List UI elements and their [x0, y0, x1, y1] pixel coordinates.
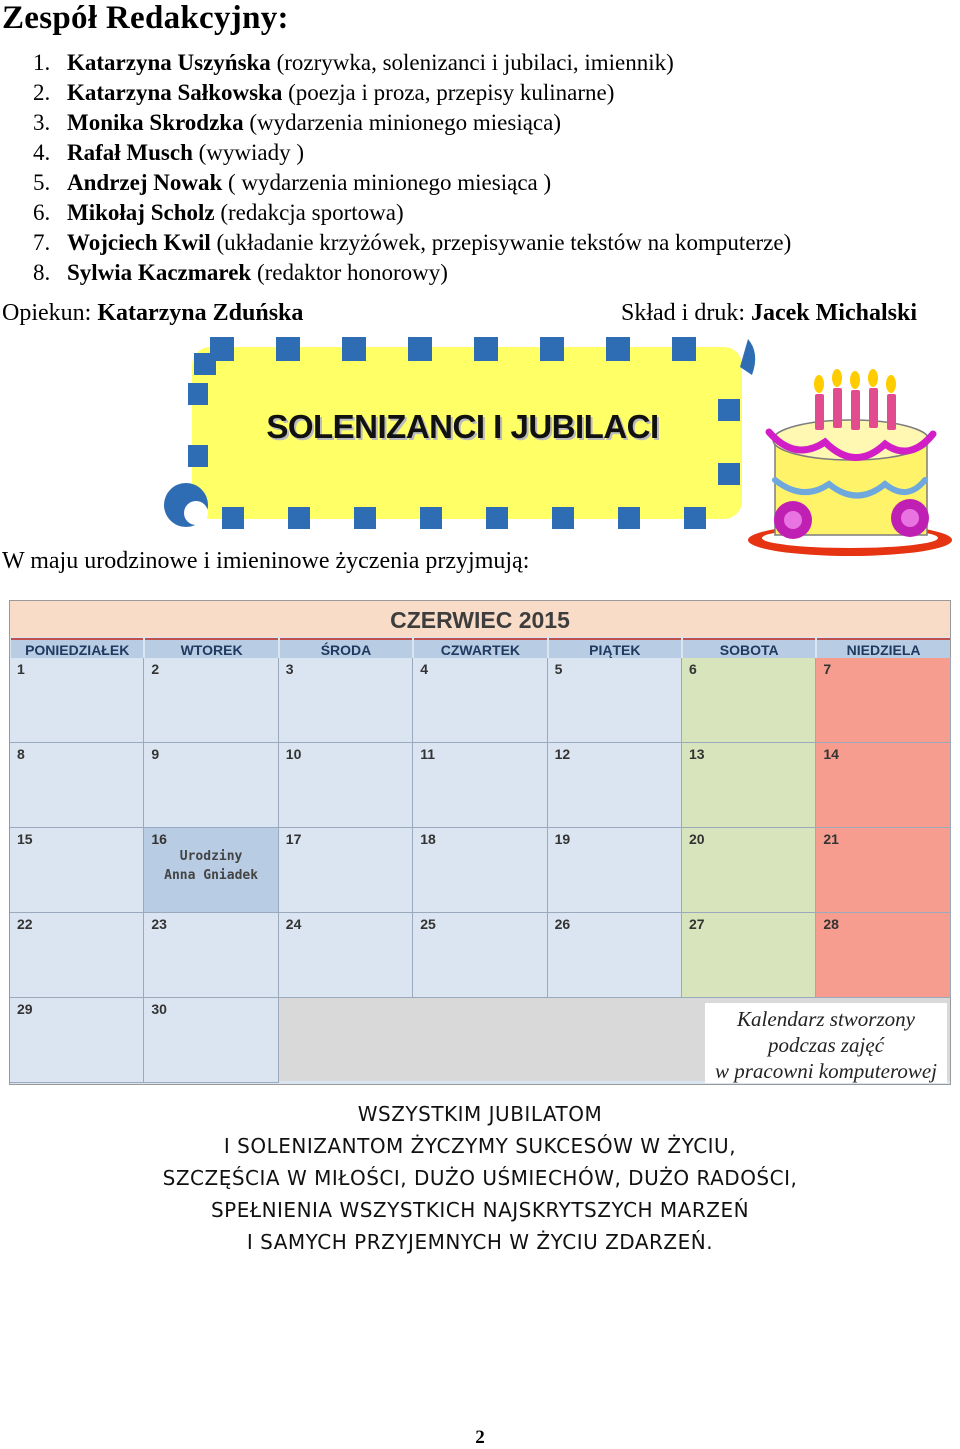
day-number: 5 — [554, 661, 563, 677]
calendar-day-cell — [816, 658, 950, 743]
member-role: (wydarzenia minionego miesiąca) — [249, 110, 562, 135]
day-number: 15 — [17, 831, 33, 847]
day-number: 4 — [420, 661, 428, 677]
day-number: 10 — [285, 746, 302, 762]
banner-dash — [552, 507, 574, 529]
day-number: 29 — [17, 1001, 33, 1017]
banner-dash — [194, 353, 216, 375]
banner-corner-hole — [184, 501, 208, 525]
day-number: 23 — [151, 916, 167, 932]
banner-title: SOLENIZANCI I JUBILACI — [266, 408, 659, 445]
day-number: 1 — [17, 661, 25, 677]
calendar-day-cell — [682, 743, 816, 828]
day-header: ŚRODA — [280, 638, 412, 658]
day-number: 27 — [689, 916, 705, 932]
day-number: 14 — [823, 746, 839, 762]
banner-dash — [486, 507, 508, 529]
banner-dash — [354, 507, 376, 529]
member-name: Sylwia Kaczmarek — [67, 260, 252, 285]
member-number: 3. — [33, 110, 51, 135]
print-name: Jacek Michalski — [751, 300, 917, 326]
banner-dash — [408, 337, 432, 361]
day-number: 17 — [285, 831, 302, 847]
calendar-day-cell — [413, 658, 547, 743]
banner-dash — [342, 337, 366, 361]
member-role: (redaktor honorowy) — [256, 260, 448, 285]
day-number: 18 — [420, 831, 436, 847]
member-role: (poezja i proza, przepisy kulinarne) — [288, 80, 615, 105]
banner-dash — [618, 507, 640, 529]
banner-dash — [474, 337, 498, 361]
calendar-day-cell — [10, 828, 144, 913]
member-name: Wojciech Kwil — [67, 230, 211, 255]
banner-dash — [222, 507, 244, 529]
calendar-day-cell — [279, 658, 413, 743]
calendar-day-cell — [816, 828, 950, 913]
calendar-note-line: w pracowni komputerowej — [714, 1059, 938, 1083]
member-role: (rozrywka, solenizanci i jubilaci, imiennik) — [276, 50, 674, 75]
calendar-day-cell — [144, 828, 278, 913]
team-member — [33, 168, 791, 198]
supervisor-label: Opiekun: — [2, 300, 92, 326]
calendar-day-cell — [144, 998, 278, 1083]
day-header: NIEDZIELA — [817, 638, 949, 658]
day-number: 25 — [420, 916, 436, 932]
calendar-day-cell — [144, 913, 278, 998]
calendar-day-cell — [279, 743, 413, 828]
calendar-event: Anna Gniadek — [164, 868, 259, 883]
day-number: 26 — [554, 916, 571, 932]
team-member — [33, 138, 791, 168]
banner-dash — [684, 507, 706, 529]
member-name: Mikołaj Scholz — [67, 200, 215, 225]
member-number: 4. — [33, 140, 51, 165]
day-number: 21 — [823, 831, 839, 847]
member-name: Andrzej Nowak — [67, 170, 223, 195]
member-name: Katarzyna Sałkowska — [67, 80, 283, 105]
day-number: 30 — [151, 1001, 167, 1017]
team-member — [33, 198, 791, 228]
member-role: (wywiady ) — [198, 140, 305, 165]
page-number: 2 — [475, 1427, 485, 1448]
day-number: 12 — [554, 746, 571, 762]
day-header: PONIEDZIAŁEK — [11, 638, 143, 658]
banner-dash — [188, 445, 208, 467]
banner-dash — [718, 463, 740, 485]
calendar-day-cell — [816, 913, 950, 998]
poem-line: SPEŁNIENIA WSZYSTKICH NAJSKRYTSZYCH MARZEŃ — [210, 1198, 750, 1222]
team-member — [33, 78, 791, 108]
member-number: 1. — [33, 50, 51, 75]
member-number: 8. — [33, 260, 51, 285]
day-header: SOBOTA — [683, 638, 815, 658]
member-role: (redakcja sportowa) — [220, 200, 404, 225]
wishes-intro-text: W maju urodzinowe i imieninowe życzenia przyjmują: — [2, 548, 530, 574]
calendar-day-cell — [10, 743, 144, 828]
day-number: 3 — [285, 661, 294, 677]
day-number: 16 — [151, 831, 167, 847]
team-member — [33, 258, 791, 288]
poem-line: WSZYSTKIM JUBILATOM — [357, 1102, 603, 1126]
poem-line: I SOLENIZANTOM ŻYCZYMY SUKCESÓW W ŻYCIU, — [223, 1134, 737, 1158]
team-member — [33, 108, 791, 138]
banner-dash — [672, 337, 696, 361]
calendar-event: Urodziny — [179, 849, 243, 864]
banner-dash — [276, 337, 300, 361]
calendar-day-cell — [682, 828, 816, 913]
calendar-day-cell — [548, 658, 682, 743]
page-title: Zespół Redakcyjny: — [2, 0, 289, 36]
member-name: Katarzyna Uszyńska — [67, 50, 271, 75]
wishes-poem — [0, 1098, 960, 1258]
team-member — [33, 48, 791, 78]
calendar-day-cell — [548, 913, 682, 998]
calendar-note-line: Kalendarz stworzony — [737, 1007, 915, 1031]
calendar-day-cell — [413, 743, 547, 828]
day-number: 11 — [420, 746, 435, 762]
member-number: 7. — [33, 230, 51, 255]
banner-dash — [606, 337, 630, 361]
calendar-june-2015 — [9, 600, 951, 1085]
editorial-team-list — [33, 48, 791, 288]
birthday-cake-icon — [745, 362, 955, 557]
calendar-day-cell — [548, 743, 682, 828]
banner-dash — [540, 337, 564, 361]
print-line — [621, 300, 917, 327]
calendar-day-cell — [279, 913, 413, 998]
calendar-day-cell — [682, 658, 816, 743]
calendar-day-cell — [10, 658, 144, 743]
calendar-title: CZERWIEC 2015 — [10, 601, 950, 637]
calendar-day-cell — [279, 828, 413, 913]
member-name: Monika Skrodzka — [67, 110, 244, 135]
poem-line: SZCZĘŚCIA W MIŁOŚCI, DUŻO UŚMIECHÓW, DUŻO RADOŚCI, — [162, 1166, 798, 1190]
calendar-day-cell — [413, 828, 547, 913]
day-number: 6 — [689, 661, 697, 677]
calendar-note-line: podczas zajęć — [767, 1033, 885, 1057]
member-role: (układanie krzyżówek, przepisywanie tekstów na komputerze) — [216, 230, 792, 255]
day-header: WTOREK — [145, 638, 277, 658]
member-role: ( wydarzenia minionego miesiąca ) — [228, 170, 552, 195]
day-number: 24 — [285, 916, 302, 932]
calendar-day-cell — [10, 913, 144, 998]
day-number: 22 — [17, 916, 33, 932]
member-name: Rafał Musch — [67, 140, 193, 165]
day-number: 20 — [689, 831, 705, 847]
banner-dash — [188, 383, 208, 405]
day-number: 13 — [689, 746, 705, 762]
supervisor-line — [2, 300, 303, 327]
calendar-note — [705, 1003, 947, 1083]
day-number: 2 — [151, 661, 160, 677]
day-number: 7 — [823, 661, 832, 677]
calendar-day-cell — [548, 828, 682, 913]
day-header: CZWARTEK — [414, 638, 546, 658]
member-number: 2. — [33, 80, 51, 105]
print-label: Skład i druk: — [621, 300, 745, 326]
day-number: 8 — [17, 746, 25, 762]
calendar-day-cell — [10, 998, 144, 1083]
team-member — [33, 228, 791, 258]
banner-dash — [420, 507, 442, 529]
supervisor-name: Katarzyna Zduńska — [97, 300, 304, 326]
poem-line: I SAMYCH PRZYJEMNYCH W ŻYCIU ZDARZEŃ. — [246, 1230, 714, 1254]
day-header: PIĄTEK — [549, 638, 681, 658]
calendar-day-cell — [413, 913, 547, 998]
day-number: 9 — [151, 746, 160, 762]
calendar-day-cell — [144, 743, 278, 828]
member-number: 5. — [33, 170, 51, 195]
day-number: 28 — [823, 916, 839, 932]
calendar-day-cell — [816, 743, 950, 828]
calendar-day-cell — [144, 658, 278, 743]
member-number: 6. — [33, 200, 51, 225]
banner-dash — [288, 507, 310, 529]
day-number: 19 — [554, 831, 571, 847]
calendar-day-cell — [682, 913, 816, 998]
